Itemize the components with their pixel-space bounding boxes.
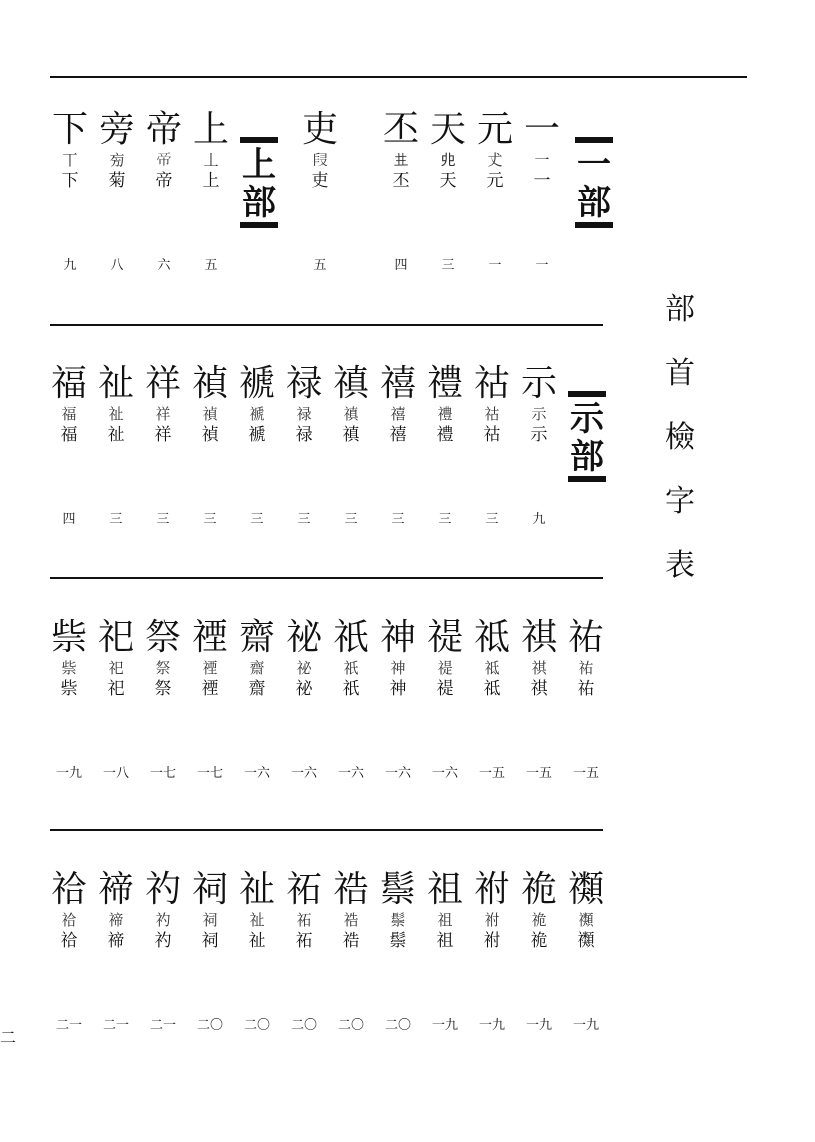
header-char: 示: [570, 399, 604, 439]
regular-form: 祉: [248, 931, 266, 951]
main-character: 禛: [332, 363, 369, 404]
main-character: 下: [51, 109, 88, 150]
main-character: 褫: [238, 363, 275, 404]
regular-form: 菊: [108, 171, 126, 191]
main-character: 祏: [285, 869, 322, 910]
margin-page-number: 二: [0, 1028, 17, 1047]
regular-form: 褫: [248, 425, 266, 445]
seal-script-form: 祪: [531, 911, 547, 929]
page-number: 一六: [290, 766, 317, 781]
seal-script-form: 祏: [296, 911, 312, 929]
character-entry: [331, 617, 371, 781]
main-character: 禮: [426, 363, 463, 404]
page-number: 一九: [525, 1018, 552, 1033]
bracket-close: [566, 476, 608, 488]
page-number: 三: [391, 512, 405, 527]
main-character: 祖: [426, 869, 463, 910]
header-char: 部: [577, 183, 611, 223]
radical-section-header: [573, 134, 615, 234]
main-character: 祥: [144, 363, 181, 404]
regular-form: 祐: [577, 679, 595, 699]
title-char: 檢: [665, 420, 695, 455]
character-entry: [331, 363, 371, 527]
main-character: 禋: [191, 617, 228, 658]
seal-script-form: 𠀎: [393, 151, 409, 169]
main-character: 禘: [97, 869, 134, 910]
page-number: 三: [441, 258, 455, 273]
seal-script-form: 神: [390, 659, 406, 677]
character-entry: [381, 109, 421, 273]
character-entry: [96, 617, 136, 781]
seal-script-form: 祡: [61, 659, 77, 677]
seal-script-form: 祕: [296, 659, 312, 677]
character-entry: [425, 869, 465, 1033]
character-entry: [519, 617, 559, 781]
character-entry: [144, 109, 184, 273]
regular-form: 祡: [60, 679, 78, 699]
character-entry: [284, 617, 324, 781]
regular-form: 元: [486, 171, 504, 191]
regular-form: 丕: [392, 171, 410, 191]
character-entry: [428, 109, 468, 273]
page-number: 一五: [572, 766, 599, 781]
regular-form: 祥: [154, 425, 172, 445]
main-character: 示: [520, 363, 557, 404]
page-number: 二一: [55, 1018, 82, 1033]
regular-form: 齋: [248, 679, 266, 699]
regular-form: 下: [61, 171, 79, 191]
regular-form: 禄: [295, 425, 313, 445]
seal-script-form: 禘: [108, 911, 124, 929]
page-number: 一: [488, 258, 502, 273]
seal-script-form: 祔: [484, 911, 500, 929]
page-number: 三: [203, 512, 217, 527]
regular-form: 福: [60, 425, 78, 445]
row-divider: [50, 577, 603, 579]
bracket-close: [238, 222, 280, 234]
page-number: 二〇: [196, 1018, 223, 1033]
seal-script-form: 祉: [249, 911, 265, 929]
regular-form: 禷: [577, 931, 595, 951]
bracket-open: [566, 388, 608, 400]
seal-script-form: 祫: [61, 911, 77, 929]
seal-script-form: 禷: [578, 911, 594, 929]
regular-form: 祉: [107, 425, 125, 445]
page-number: 四: [394, 258, 408, 273]
character-entry: [300, 109, 340, 273]
radical-section-header: [238, 134, 280, 234]
character-entry: [96, 869, 136, 1033]
seal-script-form: 一: [534, 151, 550, 169]
regular-form: 神: [389, 679, 407, 699]
main-character: 祭: [144, 617, 181, 658]
page-number: 一七: [196, 766, 223, 781]
character-entry: [331, 869, 371, 1033]
regular-form: 礿: [154, 931, 172, 951]
main-character: 祉: [238, 869, 275, 910]
main-character: 禷: [567, 869, 604, 910]
header-char: 部: [570, 437, 604, 477]
regular-form: 禔: [436, 679, 454, 699]
regular-form: 禧: [389, 425, 407, 445]
character-entry: [237, 869, 277, 1033]
character-entry: [425, 617, 465, 781]
seal-script-form: 𠀋: [487, 151, 503, 169]
character-entry: [143, 869, 183, 1033]
regular-form: 禎: [201, 425, 219, 445]
seal-script-form: 祐: [578, 659, 594, 677]
main-character: 祫: [50, 869, 87, 910]
title-char: 表: [665, 548, 695, 583]
page-number: 一九: [431, 1018, 458, 1033]
main-character: 旁: [98, 109, 135, 150]
header-char: 上: [242, 145, 276, 185]
page-number: 三: [438, 512, 452, 527]
regular-form: 祖: [436, 931, 454, 951]
character-entry: [237, 363, 277, 527]
main-character: 禄: [285, 363, 322, 404]
regular-form: 一: [533, 171, 551, 191]
regular-form: 祭: [154, 679, 172, 699]
main-character: 礿: [144, 869, 181, 910]
character-entry: [190, 617, 230, 781]
character-entry: [378, 363, 418, 527]
regular-form: 帝: [155, 171, 173, 191]
bracket-open: [238, 134, 280, 146]
seal-script-form: 𢂇: [156, 151, 172, 169]
character-entry: [237, 617, 277, 781]
seal-script-form: 齋: [249, 659, 265, 677]
character-entry: [190, 363, 230, 527]
page-number: 六: [157, 258, 171, 273]
character-entry: [50, 109, 90, 273]
main-character: 祐: [567, 617, 604, 658]
page-number: 三: [109, 512, 123, 527]
row-divider: [50, 829, 603, 831]
regular-form: 祔: [483, 931, 501, 951]
title-char: 部: [665, 292, 695, 327]
page-number: 三: [297, 512, 311, 527]
regular-form: 吏: [311, 171, 329, 191]
seal-script-form: 𠑹: [440, 151, 456, 169]
page-number: 九: [532, 512, 546, 527]
seal-script-form: 㫄: [109, 151, 125, 169]
seal-script-form: 𠭊: [312, 151, 328, 169]
regular-form: 禋: [201, 679, 219, 699]
character-entry: [284, 363, 324, 527]
character-entry: [566, 617, 606, 781]
seal-script-form: 禛: [343, 405, 359, 423]
character-entry: [143, 363, 183, 527]
character-entry: [566, 869, 606, 1033]
regular-form: 天: [439, 171, 457, 191]
regular-form: 禘: [107, 931, 125, 951]
page-number: 一九: [55, 766, 82, 781]
page-number: 四: [62, 512, 76, 527]
seal-script-form: 鬃: [390, 911, 406, 929]
character-entry: [425, 363, 465, 527]
character-entry: [472, 869, 512, 1033]
header-char: 部: [242, 183, 276, 223]
main-character: 帝: [145, 109, 182, 150]
page-number: 二一: [102, 1018, 129, 1033]
character-entry: [49, 869, 89, 1033]
main-character: 祺: [520, 617, 557, 658]
page-number: 二〇: [337, 1018, 364, 1033]
seal-script-form: 祰: [343, 911, 359, 929]
regular-form: 祇: [342, 679, 360, 699]
seal-script-form: 祥: [155, 405, 171, 423]
seal-script-form: 祇: [343, 659, 359, 677]
main-character: 元: [476, 109, 513, 150]
seal-script-form: 福: [61, 405, 77, 423]
regular-form: 祀: [107, 679, 125, 699]
regular-form: 祪: [530, 931, 548, 951]
page-number: 一九: [478, 1018, 505, 1033]
page-number: 一七: [149, 766, 176, 781]
main-character: 祕: [285, 617, 322, 658]
character-entry: [472, 363, 512, 527]
main-character: 祠: [191, 869, 228, 910]
character-entry: [96, 363, 136, 527]
page-number: 一六: [384, 766, 411, 781]
seal-script-form: 祠: [202, 911, 218, 929]
seal-script-form: 褫: [249, 405, 265, 423]
character-entry: [49, 363, 89, 527]
main-character: 福: [50, 363, 87, 404]
character-entry: [475, 109, 515, 273]
main-character: 吏: [301, 109, 338, 150]
page-number: 一五: [525, 766, 552, 781]
seal-script-form: 禋: [202, 659, 218, 677]
regular-form: 祠: [201, 931, 219, 951]
character-entry: [519, 363, 559, 527]
main-character: 祜: [473, 363, 510, 404]
character-entry: [522, 109, 562, 273]
seal-script-form: 祜: [484, 405, 500, 423]
seal-script-form: 示: [531, 405, 547, 423]
main-character: 祗: [473, 617, 510, 658]
main-character: 禧: [379, 363, 416, 404]
seal-script-form: 禔: [437, 659, 453, 677]
seal-script-form: 祺: [531, 659, 547, 677]
seal-script-form: 祉: [108, 405, 124, 423]
page-number: 三: [250, 512, 264, 527]
main-character: 禎: [191, 363, 228, 404]
main-character: 齋: [238, 617, 275, 658]
character-entry: [378, 869, 418, 1033]
main-character: 上: [192, 109, 229, 150]
regular-form: 祜: [483, 425, 501, 445]
seal-script-form: 祭: [155, 659, 171, 677]
page-number: 八: [110, 258, 124, 273]
main-character: 丕: [382, 109, 419, 150]
seal-script-form: 禄: [296, 405, 312, 423]
page-number: 一: [535, 258, 549, 273]
radical-section-header: [566, 388, 608, 488]
regular-form: 鬃: [389, 931, 407, 951]
page-number: 二〇: [290, 1018, 317, 1033]
regular-form: 祗: [483, 679, 501, 699]
character-entry: [190, 869, 230, 1033]
page-number: 一六: [431, 766, 458, 781]
character-entry: [472, 617, 512, 781]
regular-form: 禛: [342, 425, 360, 445]
seal-script-form: 祀: [108, 659, 124, 677]
seal-script-form: 祖: [437, 911, 453, 929]
main-character: 祔: [473, 869, 510, 910]
bracket-close: [573, 222, 615, 234]
top-rule: [50, 76, 747, 78]
main-character: 祡: [50, 617, 87, 658]
title-char: 字: [665, 484, 695, 519]
page-number: 九: [63, 258, 77, 273]
page-number: 三: [485, 512, 499, 527]
character-entry: [284, 869, 324, 1033]
bracket-open: [573, 134, 615, 146]
page-number: 一六: [337, 766, 364, 781]
page-number: 五: [313, 258, 327, 273]
page-number: 二一: [149, 1018, 176, 1033]
page-number: 五: [204, 258, 218, 273]
page-number: 一八: [102, 766, 129, 781]
regular-form: 祫: [60, 931, 78, 951]
seal-script-form: 禮: [437, 405, 453, 423]
page-number: 二〇: [384, 1018, 411, 1033]
character-entry: [191, 109, 231, 273]
regular-form: 祺: [530, 679, 548, 699]
character-entry: [97, 109, 137, 273]
seal-script-form: 禎: [202, 405, 218, 423]
page-number: 三: [156, 512, 170, 527]
regular-form: 祕: [295, 679, 313, 699]
regular-form: 祏: [295, 931, 313, 951]
character-entry: [49, 617, 89, 781]
main-character: 祇: [332, 617, 369, 658]
regular-form: 禮: [436, 425, 454, 445]
main-character: 禔: [426, 617, 463, 658]
regular-form: 祰: [342, 931, 360, 951]
main-character: 天: [429, 109, 466, 150]
seal-script-form: 丅: [62, 151, 78, 169]
page-number: 一九: [572, 1018, 599, 1033]
main-character: 祰: [332, 869, 369, 910]
regular-form: 上: [202, 171, 220, 191]
seal-script-form: 祗: [484, 659, 500, 677]
page-title: [660, 278, 700, 598]
page-number: 一五: [478, 766, 505, 781]
seal-script-form: 礿: [155, 911, 171, 929]
seal-script-form: 丄: [203, 151, 219, 169]
header-char: 一: [577, 145, 611, 185]
main-character: 一: [523, 109, 560, 150]
main-character: 鬃: [379, 869, 416, 910]
character-entry: [519, 869, 559, 1033]
main-character: 祪: [520, 869, 557, 910]
page-number: 一六: [243, 766, 270, 781]
page-number: 三: [344, 512, 358, 527]
character-entry: [378, 617, 418, 781]
regular-form: 示: [530, 425, 548, 445]
title-char: 首: [665, 356, 695, 391]
row-divider: [50, 324, 603, 326]
seal-script-form: 禧: [390, 405, 406, 423]
main-character: 神: [379, 617, 416, 658]
character-entry: [143, 617, 183, 781]
main-character: 祉: [97, 363, 134, 404]
page-number: 二〇: [243, 1018, 270, 1033]
main-character: 祀: [97, 617, 134, 658]
